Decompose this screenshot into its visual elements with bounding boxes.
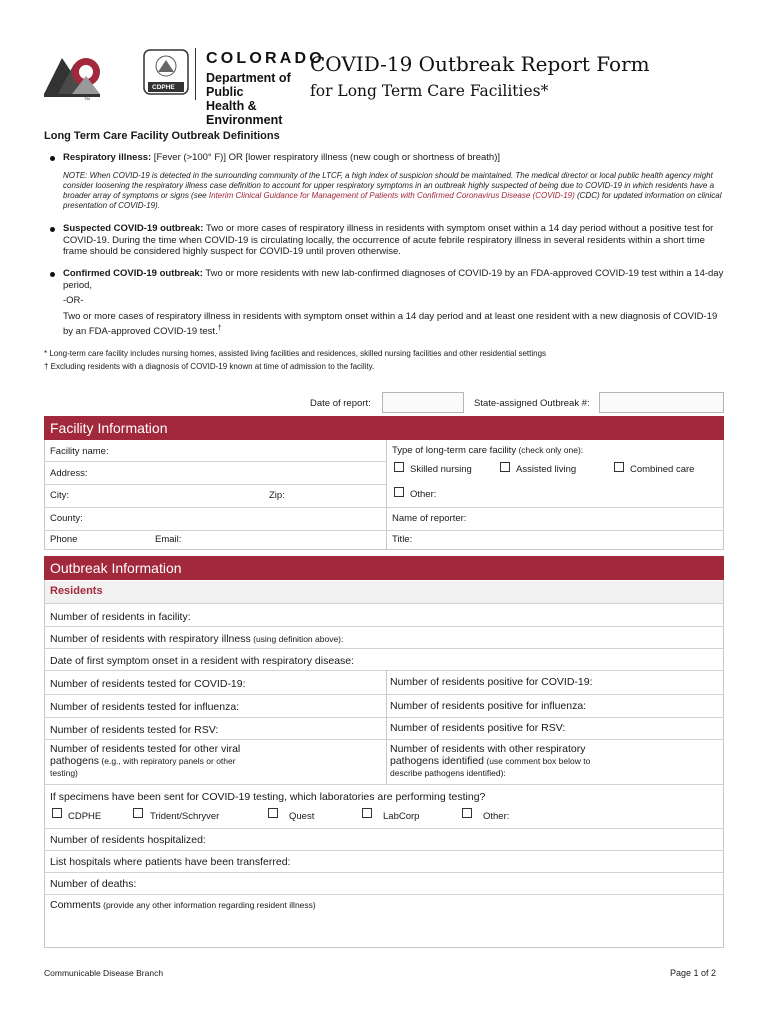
lab-quest-checkbox[interactable] — [268, 808, 278, 818]
definitions-heading: Long Term Care Facility Outbreak Definitions — [44, 130, 280, 142]
positive-covid-field[interactable]: Number of residents positive for COVID-19: — [390, 676, 593, 688]
city-field[interactable]: City: — [50, 490, 69, 501]
logo-divider — [195, 48, 196, 100]
bullet-icon — [50, 227, 55, 232]
outbreak-row-line — [45, 828, 723, 829]
zip-field[interactable]: Zip: — [269, 490, 285, 501]
outbreak-section-header — [44, 556, 724, 580]
note-text-a: NOTE: When COVID-19 is detected in the surrounding community of the LTCF, a high index of suspicion should be maintained. The medical director or local public health agency might consider loosening the respiratory illness case definition to account for upper respiratory symptoms in an outbreak highly suspected of being due to COVID-19 in which residents have a broader array of symptoms or signs (see — [63, 171, 715, 200]
lab-quest-label: Quest — [289, 811, 315, 822]
form-title: COVID-19 Outbreak Report Form — [310, 52, 650, 76]
tested-rsv-field[interactable]: Number of residents tested for RSV: — [50, 724, 219, 736]
comments-field[interactable] — [50, 899, 316, 911]
hospitalized-field[interactable]: Number of residents hospitalized: — [50, 834, 206, 846]
note-text-b: (CDC) for updated information on clinical presentation of COVID-19). — [63, 191, 722, 210]
comments-hint: (provide any other information regarding resident illness) — [100, 900, 316, 910]
deaths-field[interactable]: Number of deaths: — [50, 878, 137, 890]
form-subtitle: for Long Term Care Facilities* — [310, 82, 549, 100]
outbreak-column-divider — [386, 670, 387, 784]
footer-page-number: Page 1 of 2 — [670, 968, 717, 978]
outbreak-row-line — [45, 648, 723, 649]
cdphe-badge-text: CDPHE — [152, 84, 175, 91]
date-of-report-label: Date of report: — [310, 398, 371, 409]
cdc-guidance-link[interactable]: Interim Clinical Guidance for Management of Patients with Confirmed Coronavirus Disease (COVID-19) — [208, 191, 575, 200]
respiratory-text: [Fever (>100° F)] OR [lower respiratory illness (new cough or shortness of breath)] — [151, 152, 501, 163]
tested-other-line1: Number of residents tested for other viral — [50, 743, 241, 755]
clinical-note — [63, 171, 723, 211]
other-type-label[interactable]: Other: — [410, 489, 437, 500]
reporter-name-field[interactable]: Name of reporter: — [392, 513, 467, 524]
num-respiratory-field[interactable] — [50, 633, 343, 645]
hospitals-list-field[interactable]: List hospitals where patients have been transferred: — [50, 856, 291, 868]
footnote-ltcf: * Long-term care facility includes nursing homes, assisted living facilities and residences, skilled nursing facilities and other residential settings — [44, 349, 547, 358]
facility-row-line — [45, 461, 386, 462]
brand-department-line1: Department of Public — [206, 71, 291, 99]
combined-care-label: Combined care — [630, 464, 695, 475]
lab-other-label[interactable]: Other: — [483, 811, 510, 822]
tested-other-hint: (e.g., with repiratory panels or other — [99, 756, 236, 766]
facility-row-line — [45, 507, 723, 508]
footnote-excluding: † Excluding residents with a diagnosis of COVID-19 known at time of admission to the facility. — [44, 362, 375, 371]
outbreak-row-line — [45, 850, 723, 851]
residents-subheader — [45, 581, 723, 603]
outbreak-number-label: State-assigned Outbreak #: — [474, 398, 590, 409]
reporter-title-field[interactable]: Title: — [392, 534, 413, 545]
labs-question: If specimens have been sent for COVID-19 testing, which laboratories are performing testing? — [50, 791, 486, 803]
bullet-icon — [50, 272, 55, 277]
assisted-living-label: Assisted living — [516, 464, 577, 475]
suspected-text: Two or more cases of respiratory illness in residents with symptom onset within a 14 day period without a positive test for COVID-19. During the time when COVID-19 is circulating locally, the occurrence of acute febrile respiratory illness in several residents within a short time frame should be considered highly suspect for COVID-19 until proven otherwise. — [63, 223, 714, 257]
facility-row-line — [45, 484, 386, 485]
lab-labcorp-label: LabCorp — [383, 811, 420, 822]
bullet-icon — [50, 156, 55, 161]
outbreak-row-line — [45, 694, 723, 695]
confirmed-label: Confirmed COVID-19 outbreak: — [63, 268, 203, 279]
skilled-nursing-checkbox[interactable] — [394, 462, 404, 472]
outbreak-section-title: Outbreak Information — [50, 560, 182, 576]
county-field[interactable]: County: — [50, 513, 83, 524]
dagger-mark: † — [217, 324, 222, 332]
outbreak-row-line — [45, 717, 723, 718]
other-pathogens-line1: Number of residents with other respiratory — [390, 743, 586, 755]
brand-wordmark: COLORADO — [206, 50, 325, 67]
skilled-nursing-label: Skilled nursing — [410, 464, 472, 475]
tested-flu-field[interactable]: Number of residents tested for influenza: — [50, 701, 240, 713]
date-of-report-input[interactable] — [382, 392, 464, 413]
lab-other-checkbox[interactable] — [462, 808, 472, 818]
suspected-label: Suspected COVID-19 outbreak: — [63, 223, 204, 234]
tested-covid-field[interactable]: Number of residents tested for COVID-19: — [50, 678, 246, 690]
respiratory-definition — [44, 152, 724, 166]
outbreak-row-line — [45, 872, 723, 873]
num-respiratory-hint: (using definition above): — [250, 634, 344, 644]
lab-cdphe-label: CDPHE — [68, 811, 102, 822]
other-type-checkbox[interactable] — [394, 487, 404, 497]
outbreak-row-line — [45, 784, 723, 785]
confirmed-text: Two or more residents with new lab-confirmed diagnoses of COVID-19 by an FDA-approved COVID-19 test within a 14-day period, — [63, 268, 724, 291]
brand-department-line2: Health & Environment — [206, 99, 283, 127]
outbreak-row-line — [45, 670, 723, 671]
facility-row-line — [45, 530, 723, 531]
lab-cdphe-checkbox[interactable] — [52, 808, 62, 818]
comments-label: Comments — [50, 899, 101, 911]
other-pathogens-line3: describe pathogens identified): — [390, 768, 506, 778]
footer-branch: Communicable Disease Branch — [44, 968, 164, 978]
positive-rsv-field[interactable]: Number of residents positive for RSV: — [390, 722, 566, 734]
facility-column-divider — [386, 440, 387, 550]
email-field[interactable]: Email: — [155, 534, 182, 545]
outbreak-row-line — [45, 894, 723, 895]
residents-label: Residents — [50, 585, 103, 597]
other-pathogens-line2: pathogens identified — [390, 755, 484, 767]
positive-flu-field[interactable]: Number of residents positive for influenza: — [390, 700, 587, 712]
combined-care-checkbox[interactable] — [614, 462, 624, 472]
colorado-mountain-logo-icon — [44, 46, 102, 102]
tested-other-field[interactable] — [50, 743, 240, 779]
address-field[interactable]: Address: — [50, 468, 88, 479]
lab-trident-label: Trident/Schryver — [150, 811, 220, 822]
facility-name-field[interactable]: Facility name: — [50, 446, 109, 457]
facility-type-label — [392, 445, 583, 456]
cdphe-logo — [44, 46, 325, 127]
lab-trident-checkbox[interactable] — [133, 808, 143, 818]
facility-section-header — [44, 416, 724, 440]
lab-labcorp-checkbox[interactable] — [362, 808, 372, 818]
num-residents-field[interactable]: Number of residents in facility: — [50, 611, 191, 623]
facility-type-text: Type of long-term care facility — [392, 445, 517, 456]
tested-other-line3: testing) — [50, 768, 78, 778]
first-onset-field[interactable]: Date of first symptom onset in a resident with respiratory disease: — [50, 655, 355, 667]
other-pathogens-field[interactable] — [390, 743, 590, 779]
facility-section-title: Facility Information — [50, 420, 168, 436]
respiratory-label: Respiratory illness: — [63, 152, 152, 163]
outbreak-row-line — [45, 739, 723, 740]
confirmed-alt-text: Two or more cases of respiratory illness in residents with symptom onset within a 14 day period and at least one resident with a new diagnosis of COVID-19 by an FDA-approved COVID-19 test. — [63, 311, 718, 337]
other-pathogens-hint: (use comment box below to — [484, 756, 591, 766]
brand-department — [206, 71, 300, 127]
phone-field[interactable]: Phone — [50, 534, 78, 545]
outbreak-number-input[interactable] — [599, 392, 724, 413]
outbreak-row-line — [45, 626, 723, 627]
facility-type-hint: (check only one): — [516, 445, 584, 455]
trademark-mark: TM — [84, 96, 90, 101]
outbreak-row-line — [45, 603, 723, 604]
assisted-living-checkbox[interactable] — [500, 462, 510, 472]
tested-other-line2: pathogens — [50, 755, 100, 767]
num-respiratory-text: Number of residents with respiratory illness — [50, 633, 251, 645]
